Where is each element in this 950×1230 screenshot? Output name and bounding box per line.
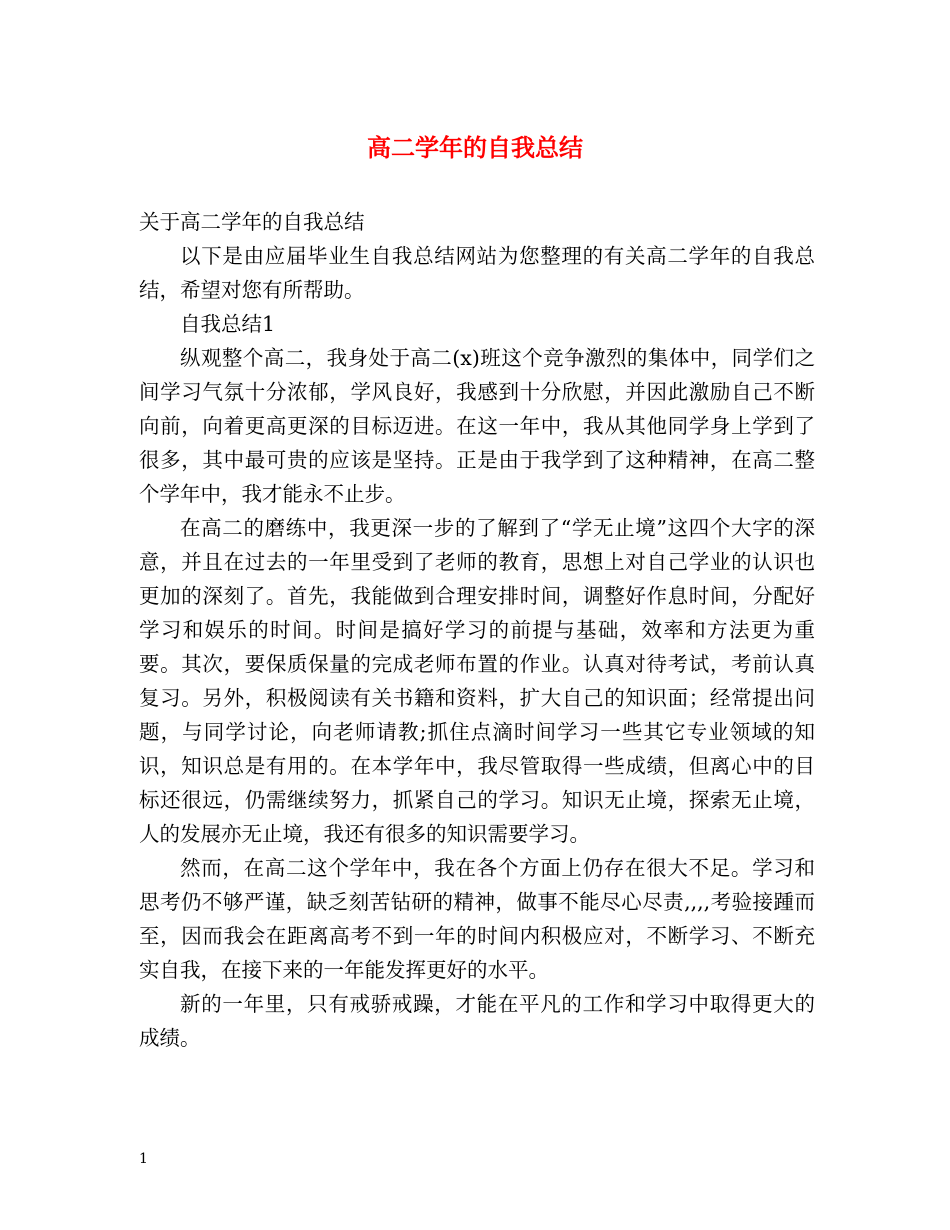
page-number: 1 bbox=[139, 1151, 148, 1167]
intro-paragraph: 以下是由应届毕业生自我总结网站为您整理的有关高二学年的自我总结，希望对您有所帮助。 bbox=[139, 244, 815, 302]
subtitle-paragraph: 关于高二学年的自我总结 bbox=[139, 210, 365, 234]
section-heading: 自我总结1 bbox=[180, 312, 276, 336]
body-paragraph: 然而，在高二这个学年中，我在各个方面上仍存在很大不足。学习和思考仍不够严谨，缺乏刻苦钻研的精神，做事不能尽心尽责,,,,考验接踵而至，因而我会在距离高考不到一年的时间内积极应对，不断学习、不断充实自我，在接下来的一年能发挥更好的水平。 bbox=[139, 856, 815, 982]
document-title: 高二学年的自我总结 bbox=[367, 133, 583, 162]
body-paragraph: 新的一年里，只有戒骄戒躁，才能在平凡的工作和学习中取得更大的成绩。 bbox=[139, 992, 815, 1050]
body-paragraph: 纵观整个高二，我身处于高二(x)班这个竞争激烈的集体中，同学们之间学习气氛十分浓郁，学风良好，我感到十分欣慰，并因此激励自己不断向前，向着更高更深的目标迈进。在这一年中，我从其他同学身上学到了很多，其中最可贵的应该是坚持。正是由于我学到了这种精神，在高二整个学年中，我才能永不止步。 bbox=[139, 346, 815, 506]
body-paragraph: 在高二的磨练中，我更深一步的了解到了“学无止境”这四个大字的深意，并且在过去的一年里受到了老师的教育，思想上对自己学业的认识也更加的深刻了。首先，我能做到合理安排时间，调整好作息时间，分配好学习和娱乐的时间。时间是搞好学习的前提与基础，效率和方法更为重要。其次，要保质保量的完成老师布置的作业。认真对待考试，考前认真复习。另外，积极阅读有关书籍和资料，扩大自己的知识面；经常提出问题，与同学讨论，向老师请教;抓住点滴时间学习一些其它专业领域的知识，知识总是有用的。在本学年中，我尽管取得一些成绩，但离心中的目标还很远，仍需继续努力，抓紧自己的学习。知识无止境，探索无止境，人的发展亦无止境，我还有很多的知识需要学习。 bbox=[139, 516, 815, 846]
document-body bbox=[139, 205, 815, 1055]
